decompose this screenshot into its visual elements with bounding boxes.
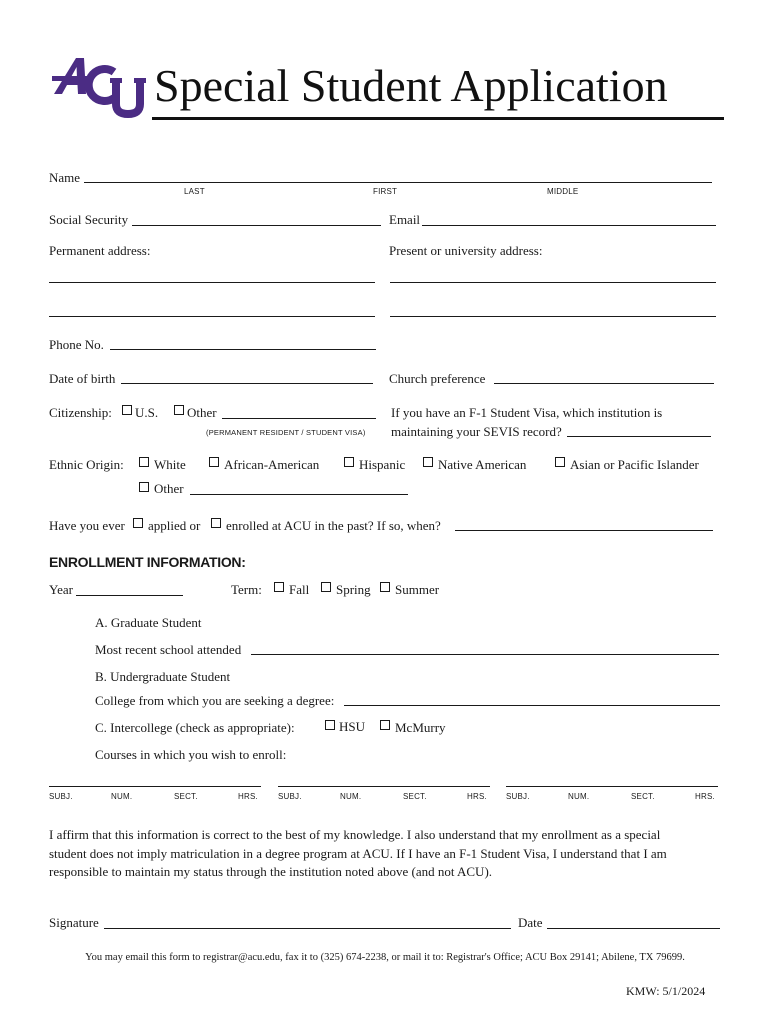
course-1-num-caption: NUM. [111, 792, 133, 801]
date-field[interactable] [547, 928, 720, 929]
form-title: Special Student Application [154, 60, 668, 111]
mcmurry-checkbox[interactable] [380, 720, 390, 730]
last-caption: LAST [184, 187, 205, 196]
prior-question-label: Have you ever [49, 518, 125, 533]
affirmation-line-2: student does not imply matriculation in a degree program at ACU. If I have an F-1 Student Visa, I understand that I am [49, 845, 667, 861]
acu-logo [52, 52, 148, 118]
citizenship-other-field[interactable] [222, 418, 376, 419]
courses-label: Courses in which you wish to enroll: [95, 747, 287, 762]
ethnic-other-label: Other [154, 481, 184, 496]
term-spring-checkbox[interactable] [321, 582, 331, 592]
email-label: Email [389, 212, 421, 227]
ethnic-african-american-label: African-American [224, 457, 320, 472]
citizenship-note: (PERMANENT RESIDENT / STUDENT VISA) [206, 428, 366, 437]
ethnic-asian-checkbox[interactable] [555, 457, 565, 467]
ethnic-native-american-label: Native American [438, 457, 527, 472]
phone-field[interactable] [110, 349, 376, 350]
ethnic-origin-label: Ethnic Origin: [49, 457, 124, 472]
affirmation-line-3: responsible to maintain my status through the institution noted above (and not ACU). [49, 864, 493, 879]
present-address-line-2[interactable] [390, 316, 716, 317]
ethnic-white-label: White [154, 457, 186, 472]
name-field[interactable] [84, 182, 712, 183]
permanent-address-label: Permanent address: [49, 243, 151, 258]
ethnic-native-american-checkbox[interactable] [423, 457, 433, 467]
prior-applied-label: applied or [148, 518, 201, 533]
citizenship-us-label: U.S. [135, 405, 159, 420]
recent-school-label: Most recent school attended [95, 642, 242, 657]
first-caption: FIRST [373, 187, 398, 196]
course-1-subj-caption: SUBJ. [49, 792, 73, 801]
dob-label: Date of birth [49, 371, 116, 386]
course-1-field[interactable] [49, 786, 261, 787]
college-degree-label: College from which you are seeking a degree: [95, 693, 335, 708]
hsu-label: HSU [339, 719, 366, 734]
ethnic-asian-label: Asian or Pacific Islander [570, 457, 699, 472]
dob-field[interactable] [121, 383, 373, 384]
signature-field[interactable] [104, 928, 511, 929]
term-spring-label: Spring [336, 582, 371, 597]
contact-instructions: You may email this form to registrar@acu.edu, fax it to (325) 674-2238, or mail it to: Registrar's Office; ACU Box 29141; Abilene, TX 79699. [85, 952, 685, 963]
name-label: Name [49, 170, 81, 185]
intercollege-label: C. Intercollege (check as appropriate): [95, 720, 295, 735]
citizenship-label: Citizenship: [49, 405, 112, 420]
ethnic-african-american-checkbox[interactable] [209, 457, 219, 467]
course-3-num-caption: NUM. [568, 792, 590, 801]
course-2-num-caption: NUM. [340, 792, 362, 801]
ethnic-hispanic-checkbox[interactable] [344, 457, 354, 467]
term-summer-label: Summer [395, 582, 440, 597]
email-field[interactable] [422, 225, 716, 226]
ethnic-other-field[interactable] [190, 494, 408, 495]
acu-logo-mark [52, 52, 148, 118]
course-3-sect-caption: SECT. [631, 792, 655, 801]
affirmation-paragraph [49, 826, 729, 882]
permanent-address-line-1[interactable] [49, 282, 375, 283]
ssn-label: Social Security [49, 212, 129, 227]
mcmurry-label: McMurry [395, 720, 446, 735]
prior-enrolled-label: enrolled at ACU in the past? If so, when? [226, 518, 441, 533]
course-3-field[interactable] [506, 786, 718, 787]
course-3-hrs-caption: HRS. [695, 792, 715, 801]
date-label: Date [518, 915, 543, 930]
hsu-checkbox[interactable] [325, 720, 335, 730]
course-2-sect-caption: SECT. [403, 792, 427, 801]
prior-applied-checkbox[interactable] [133, 518, 143, 528]
title-rule [152, 117, 724, 120]
graduate-student-label: A. Graduate Student [95, 615, 202, 630]
term-label: Term: [231, 582, 262, 597]
church-field[interactable] [494, 383, 714, 384]
church-label: Church preference [389, 371, 486, 386]
signature-label: Signature [49, 915, 99, 930]
college-degree-field[interactable] [344, 705, 720, 706]
term-fall-label: Fall [289, 582, 310, 597]
citizenship-us-checkbox[interactable] [122, 405, 132, 415]
middle-caption: MIDDLE [547, 187, 579, 196]
ssn-field[interactable] [132, 225, 381, 226]
course-3-subj-caption: SUBJ. [506, 792, 530, 801]
form-version: KMW: 5/1/2024 [626, 984, 706, 998]
year-label: Year [49, 582, 73, 597]
visa-question-line2: maintaining your SEVIS record? [391, 424, 562, 439]
course-2-hrs-caption: HRS. [467, 792, 487, 801]
visa-question-line1: If you have an F-1 Student Visa, which institution is [391, 405, 663, 420]
citizenship-other-checkbox[interactable] [174, 405, 184, 415]
year-field[interactable] [76, 595, 183, 596]
term-summer-checkbox[interactable] [380, 582, 390, 592]
course-2-field[interactable] [278, 786, 490, 787]
ethnic-hispanic-label: Hispanic [359, 457, 406, 472]
phone-label: Phone No. [49, 337, 104, 352]
course-1-hrs-caption: HRS. [238, 792, 258, 801]
present-address-line-1[interactable] [390, 282, 716, 283]
present-address-label: Present or university address: [389, 243, 543, 258]
course-1-sect-caption: SECT. [174, 792, 198, 801]
recent-school-field[interactable] [251, 654, 719, 655]
term-fall-checkbox[interactable] [274, 582, 284, 592]
undergraduate-student-label: B. Undergraduate Student [95, 669, 231, 684]
affirmation-line-1: I affirm that this information is correct to the best of my knowledge. I also understand that my enrollment as a special [49, 827, 661, 842]
citizenship-other-label: Other [187, 405, 217, 420]
ethnic-white-checkbox[interactable] [139, 457, 149, 467]
enrollment-heading: ENROLLMENT INFORMATION: [49, 554, 246, 570]
ethnic-other-checkbox[interactable] [139, 482, 149, 492]
permanent-address-line-2[interactable] [49, 316, 375, 317]
course-2-subj-caption: SUBJ. [278, 792, 302, 801]
prior-when-field[interactable] [455, 530, 713, 531]
prior-enrolled-checkbox[interactable] [211, 518, 221, 528]
sevis-institution-field[interactable] [567, 436, 711, 437]
